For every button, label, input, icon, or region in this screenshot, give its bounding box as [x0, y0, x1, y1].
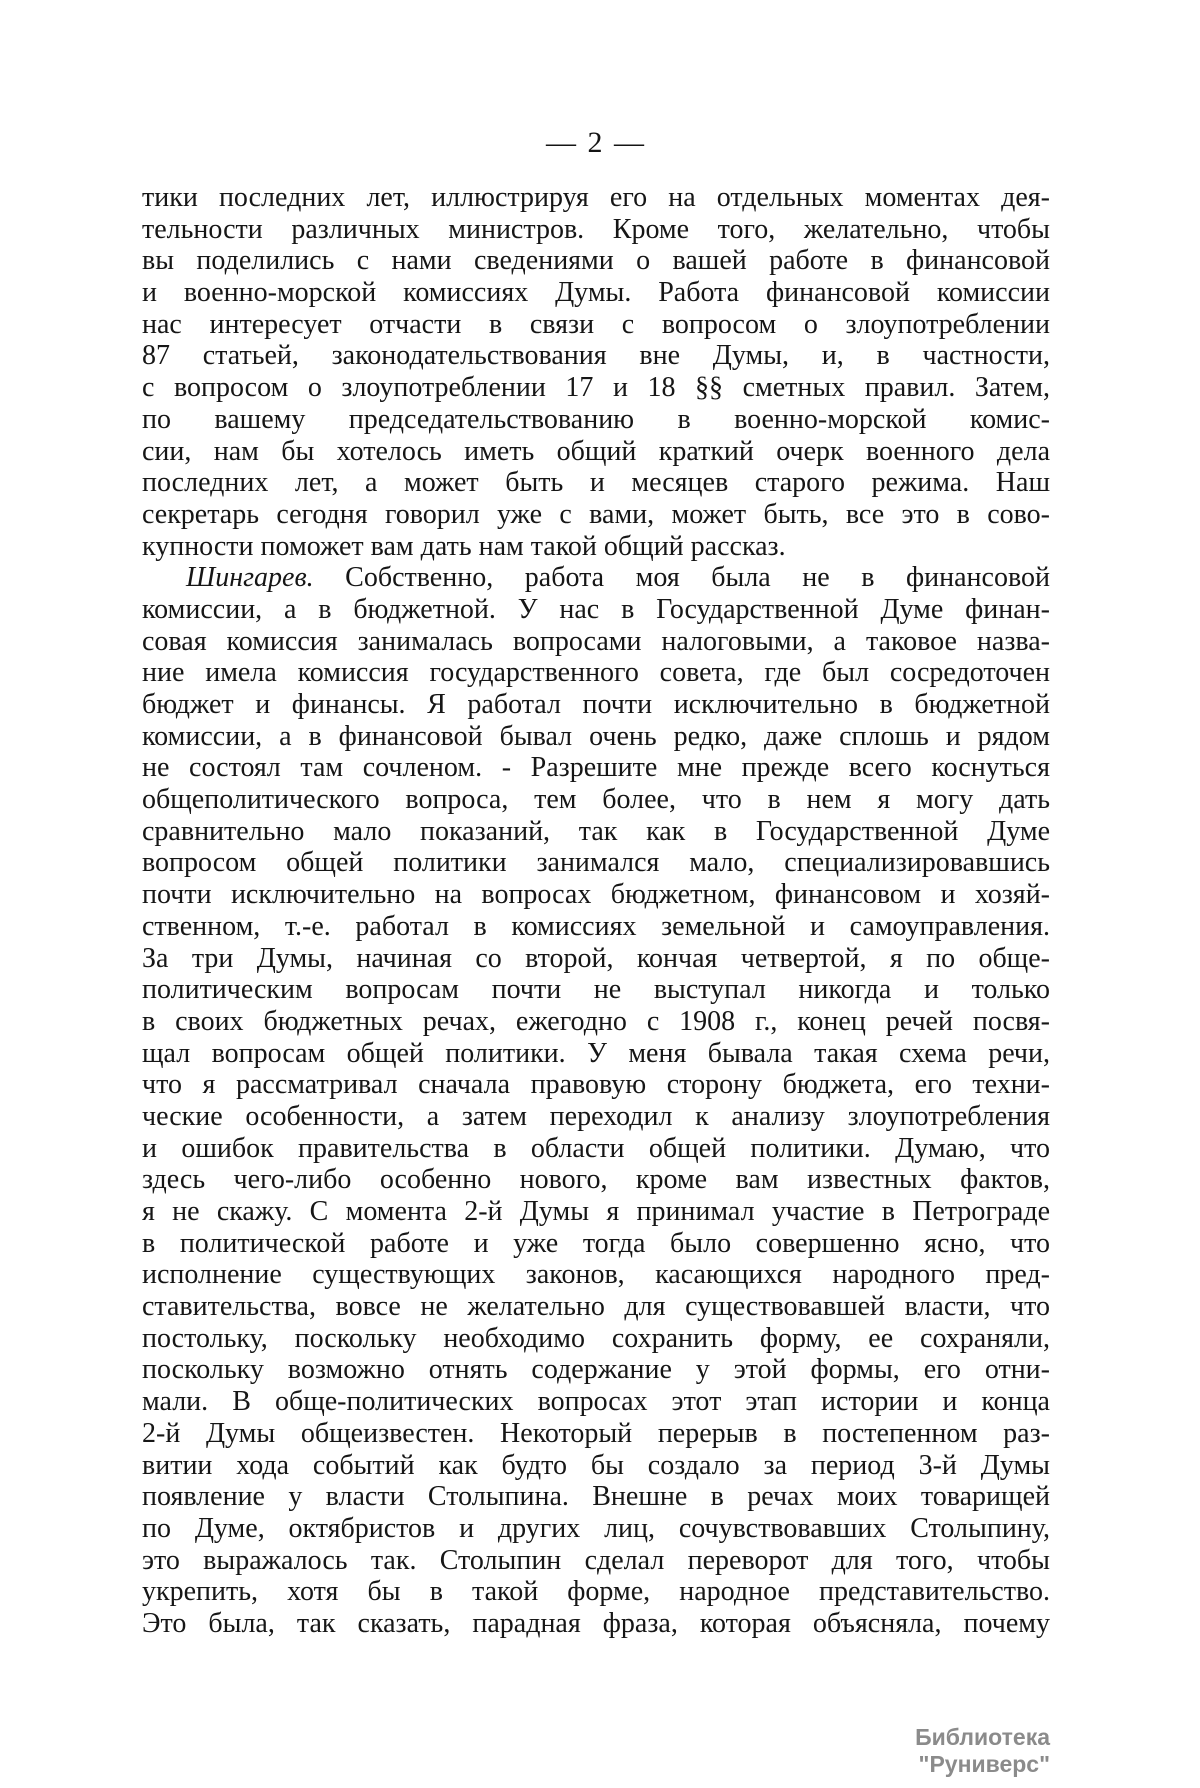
- text-line: вопросом общей политики занимался мало, специализировавшись: [142, 847, 1050, 879]
- text-line: За три Думы, начиная со второй, кончая четвертой, я по обще-: [142, 942, 1050, 974]
- text-line: купности поможет вам дать нам такой общий рассказ.: [142, 530, 786, 562]
- text-line: вы поделились с нами сведениями о вашей работе в финансовой: [142, 245, 1050, 277]
- text-line: с вопросом о злоупотреблении 17 и 18 §§ сметных правил. Затем,: [142, 372, 1050, 404]
- text-line: последних лет, а может быть и месяцев старого режима. Наш: [142, 467, 1050, 499]
- text-line: по вашему председательствованию в военно-морской комис-: [142, 403, 1050, 435]
- text-line: почти исключительно на вопросах бюджетном, финансовом и хозяй-: [142, 879, 1050, 911]
- text-line: постольку, поскольку необходимо сохранить форму, ее сохраняли,: [142, 1322, 1050, 1354]
- text-line: в политической работе и уже тогда было совершенно ясно, что: [142, 1227, 1050, 1259]
- text-line: бюджет и финансы. Я работал почти исключительно в бюджетной: [142, 689, 1050, 720]
- text-line: 2-й Думы общеизвестен. Некоторый перерыв в постепенном раз-: [142, 1417, 1050, 1449]
- text-line: нас интересует отчасти в связи с вопросом о злоупотреблении: [142, 308, 1050, 340]
- text-line: это выражалось так. Столыпин сделал переворот для того, чтобы: [142, 1544, 1050, 1576]
- text-line: комиссии, а в бюджетной. У нас в Государственной Думе финан-: [142, 593, 1050, 625]
- paragraph: [142, 562, 1050, 1639]
- text-line: появление у власти Столыпина. Внешне в речах моих товарищей: [142, 1481, 1050, 1513]
- text-line: поскольку возможно отнять содержание у этой формы, его отни-: [142, 1354, 1050, 1386]
- text-line: сравнительно мало показаний, так как в Государственной Думе: [142, 815, 1050, 847]
- text-line: общеполитического вопроса, тем более, что в нем я могу дать: [142, 784, 1050, 816]
- text-line: секретарь сегодня говорил уже с вами, может быть, все это в сово-: [142, 498, 1050, 530]
- page-text: [142, 182, 1050, 1640]
- text-line: мали. В обще-политических вопросах этот этап истории и конца: [142, 1386, 1050, 1418]
- text-line: ческие особенности, а затем переходил к анализу злоупотребления: [142, 1100, 1050, 1132]
- text-line: сии, нам бы хотелось иметь общий краткий очерк военного дела: [142, 435, 1050, 467]
- paragraph: [142, 182, 1050, 562]
- text-line: щал вопросам общей политики. У меня бывала такая схема речи,: [142, 1037, 1050, 1069]
- library-watermark: Библиотека "Руниверс": [915, 1724, 1050, 1777]
- text-line: ставительства, вовсе не желательно для существовавшей власти, что: [142, 1291, 1050, 1323]
- text-line: совая комиссия занималась вопросами налоговыми, а таковое назва-: [142, 625, 1050, 657]
- text-line: по Думе, октябристов и других лиц, сочувствовавших Столыпину,: [142, 1512, 1050, 1544]
- text-line: укрепить, хотя бы в такой форме, народное представительство.: [142, 1576, 1050, 1608]
- text-line: в своих бюджетных речах, ежегодно с 1908 г., конец речей посвя-: [142, 1005, 1050, 1037]
- text-line: исполнение существующих законов, касающихся народного пред-: [142, 1259, 1050, 1291]
- text-line: тики последних лет, иллюстрируя его на отдельных моментах дея-: [142, 182, 1050, 213]
- text-line: 87 статьей, законодательствования вне Думы, и, в частности,: [142, 340, 1050, 372]
- text-line: что я рассматривал сначала правовую сторону бюджета, его техни-: [142, 1069, 1050, 1101]
- text-line: и ошибок правительства в области общей политики. Думаю, что: [142, 1132, 1050, 1164]
- text-line: комиссии, а в финансовой бывал очень редко, даже сплошь и рядом: [142, 720, 1050, 752]
- text-line: тельности различных министров. Кроме того, желательно, чтобы: [142, 213, 1050, 245]
- text-line: ние имела комиссия государственного совета, где был сосредоточен: [142, 657, 1050, 689]
- text-line: и военно-морской комиссиях Думы. Работа финансовой комиссии: [142, 277, 1050, 309]
- text-line: не состоял там сочленом. - Разрешите мне прежде всего коснуться: [142, 752, 1050, 784]
- text-line: здесь чего-либо особенно нового, кроме вам известных фактов,: [142, 1164, 1050, 1196]
- speaker-name: Шингарев.: [186, 562, 314, 594]
- text-line: политическим вопросам почти не выступал никогда и только: [142, 974, 1050, 1006]
- text-line: я не скажу. С момента 2-й Думы я принимал участие в Петрограде: [142, 1196, 1050, 1227]
- text-line: ственном, т.-е. работал в комиссиях земельной и самоуправления.: [142, 910, 1050, 942]
- page-number: — 2 —: [546, 126, 646, 159]
- text-line: Шингарев. Собственно, работа моя была не в финансовой: [186, 562, 1050, 594]
- text-line: Это была, так сказать, парадная фраза, которая объясняла, почему: [142, 1607, 1050, 1639]
- text-line: витии хода событий как будто бы создало за период 3-й Думы: [142, 1449, 1050, 1481]
